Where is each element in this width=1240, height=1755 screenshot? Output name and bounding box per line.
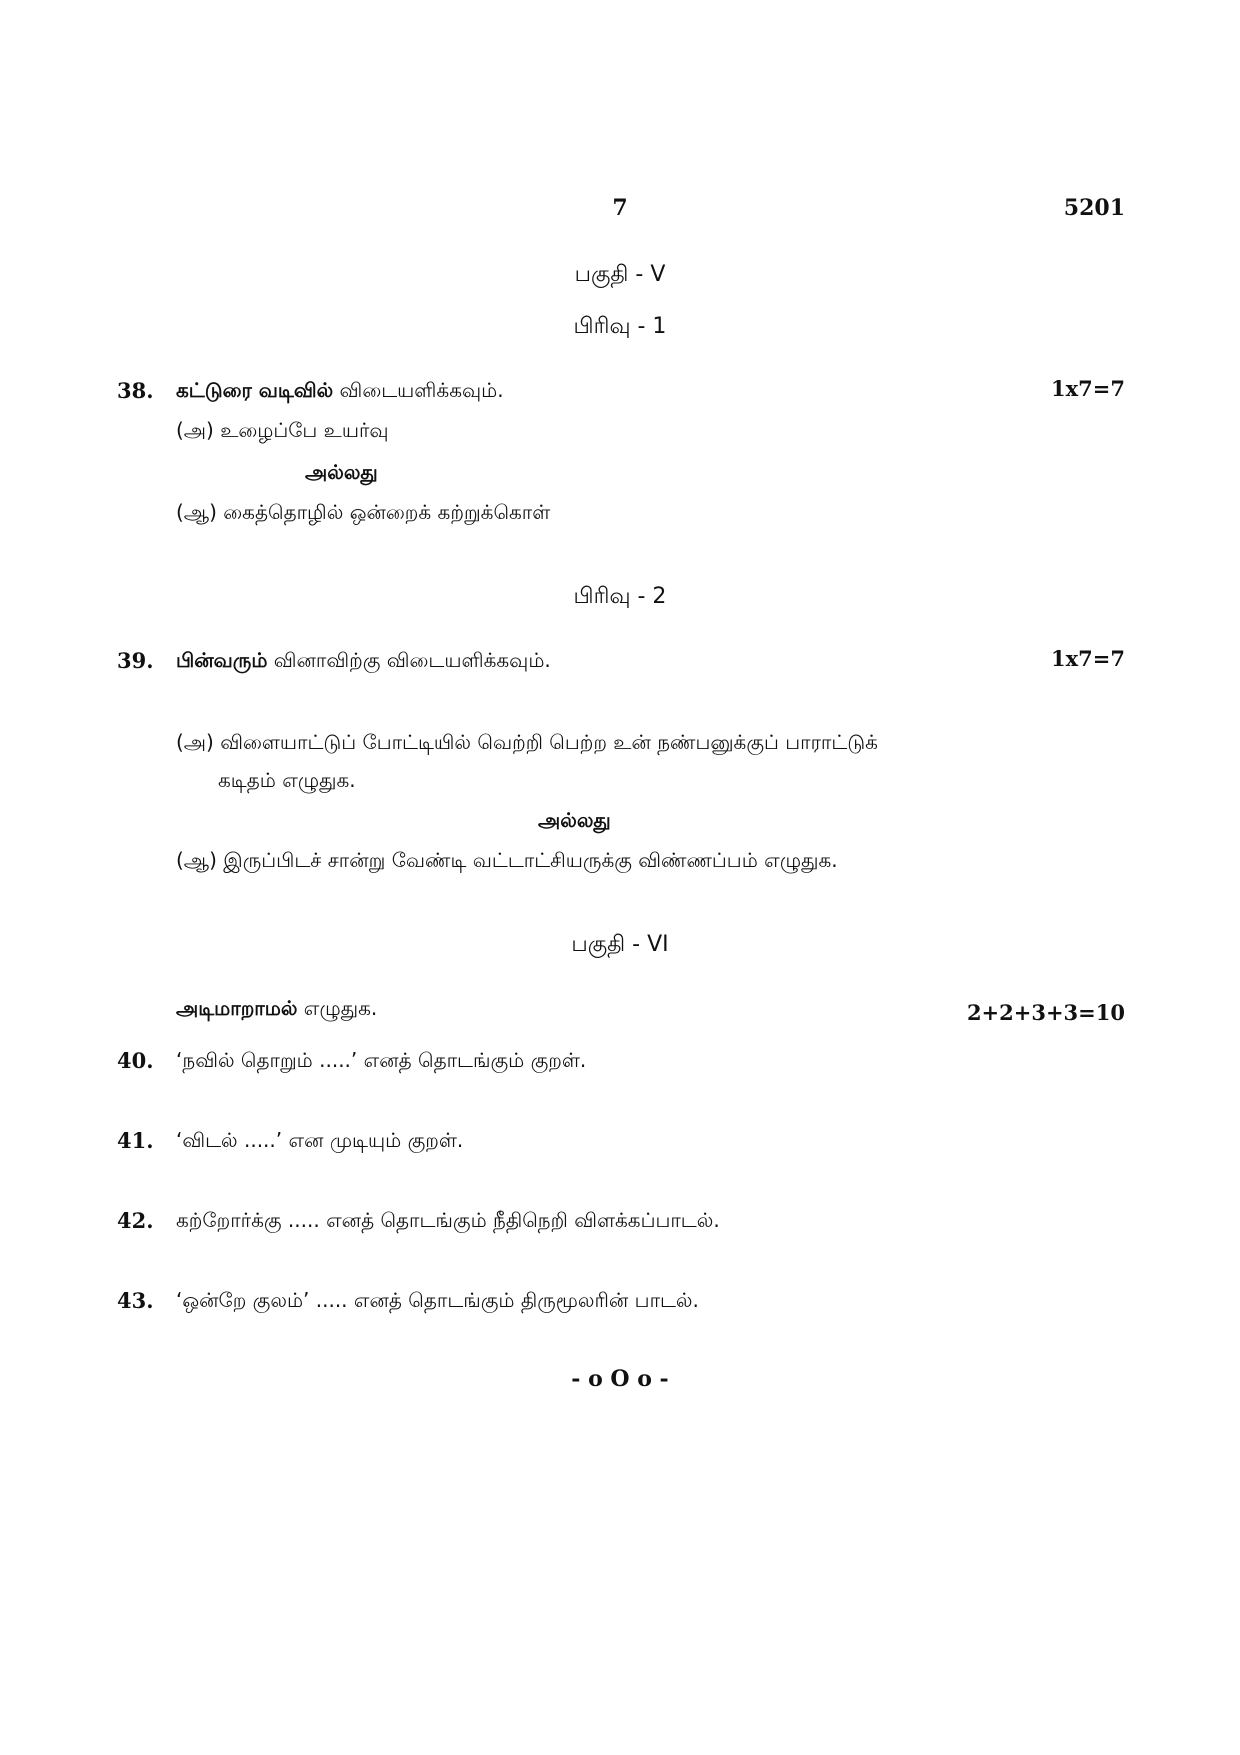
question-39-option-a-line2: கடிதம் எழுதுக.	[218, 768, 356, 792]
question-38-option-b: (ஆ) கைத்தொழில் ஒன்றைக் கற்றுக்கொள்	[176, 500, 551, 524]
question-39-instruction-text: வினாவிற்கு விடையளிக்கவும்.	[267, 648, 551, 672]
question-number-43: 43.	[117, 1288, 154, 1313]
part-vi-instruction	[176, 996, 377, 1023]
question-39-option-b: (ஆ) இருப்பிடச் சான்று வேண்டி வட்டாட்சியருக்கு விண்ணப்பம் எழுதுக.	[176, 848, 838, 872]
question-number-39: 39.	[117, 648, 154, 673]
part-vi-heading: பகுதி - VI	[571, 932, 669, 957]
part-vi-bold-lead: அடிமாறாமல்	[176, 996, 298, 1020]
section-1-heading: பிரிவு - 1	[573, 314, 667, 339]
question-number-42: 42.	[117, 1208, 154, 1233]
question-number-41: 41.	[117, 1128, 154, 1153]
question-38-marks: 1x7=7	[1051, 376, 1125, 401]
question-39-option-a-line1: (அ) விளையாட்டுப் போட்டியில் வெற்றி பெற்ற உன் நண்பனுக்குப் பாராட்டுக்	[176, 730, 878, 754]
question-38-instruction	[176, 378, 504, 405]
question-39-instruction	[176, 648, 551, 675]
part-vi-marks: 2+2+3+3=10	[966, 1000, 1125, 1025]
question-number-38: 38.	[117, 378, 154, 403]
question-41-text: ‘விடல் .....’ என முடியும் குறள்.	[176, 1128, 464, 1152]
question-39-marks: 1x7=7	[1051, 646, 1125, 671]
question-38-or: அல்லது	[305, 460, 378, 484]
question-number-40: 40.	[117, 1048, 154, 1073]
page-number: 7	[612, 195, 628, 221]
paper-code: 5201	[1063, 195, 1125, 221]
question-39-bold-lead: பின்வரும்	[176, 648, 268, 672]
question-39-or: அல்லது	[538, 808, 611, 832]
question-38-bold-lead: கட்டுரை வடிவில்	[176, 378, 334, 402]
question-38-instruction-text: விடையளிக்கவும்.	[333, 378, 504, 402]
part-vi-instruction-text: எழுதுக.	[297, 996, 378, 1020]
question-42-text: கற்றோர்க்கு ..... எனத் தொடங்கும் நீதிநெறி விளக்கப்பாடல்.	[176, 1208, 720, 1232]
question-40-text: ‘நவில் தொறும் .....’ எனத் தொடங்கும் குறள்.	[176, 1048, 587, 1072]
question-38-option-a: (அ) உழைப்பே உயர்வு	[176, 418, 389, 442]
end-of-paper-mark: - o O o -	[571, 1366, 669, 1392]
section-2-heading: பிரிவு - 2	[573, 584, 667, 609]
part-v-heading: பகுதி - V	[574, 262, 666, 287]
question-43-text: ‘ஒன்றே குலம்’ ..... எனத் தொடங்கும் திருமூலரின் பாடல்.	[176, 1288, 699, 1312]
